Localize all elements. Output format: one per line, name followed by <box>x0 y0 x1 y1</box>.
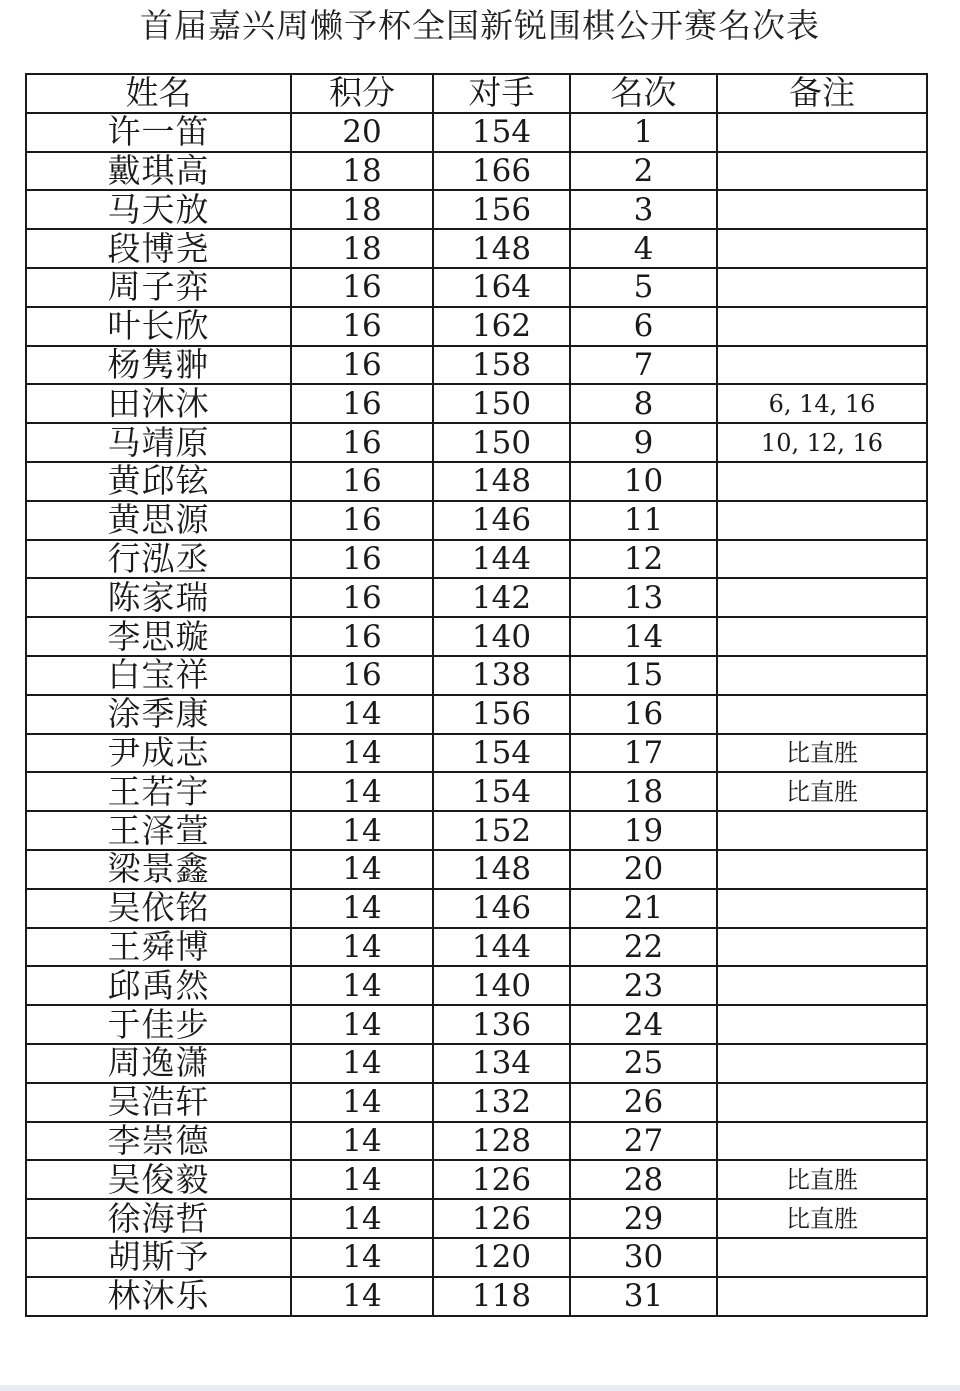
table-row <box>26 889 927 928</box>
cell-note <box>717 695 927 734</box>
cell-note <box>717 850 927 889</box>
cell-score: 14 <box>291 811 433 850</box>
cell-rank: 18 <box>570 772 717 811</box>
cell-score: 14 <box>291 1083 433 1122</box>
cell-rank: 12 <box>570 540 717 579</box>
cell-name: 李思璇 <box>26 617 291 656</box>
cell-note <box>717 966 927 1005</box>
cell-note: 6, 14, 16 <box>717 384 927 423</box>
cell-score: 14 <box>291 889 433 928</box>
header-name: 姓名 <box>26 74 291 113</box>
cell-note <box>717 190 927 229</box>
cell-name: 胡斯予 <box>26 1238 291 1277</box>
cell-rank: 30 <box>570 1238 717 1277</box>
table-row <box>26 811 927 850</box>
cell-rank: 22 <box>570 928 717 967</box>
cell-rank: 19 <box>570 811 717 850</box>
table-row <box>26 307 927 346</box>
cell-name: 吴依铭 <box>26 889 291 928</box>
table-row <box>26 1044 927 1083</box>
cell-score: 16 <box>291 578 433 617</box>
cell-name: 黄邱铉 <box>26 462 291 501</box>
cell-note: 比直胜 <box>717 1160 927 1199</box>
cell-note <box>717 152 927 191</box>
cell-rank: 29 <box>570 1199 717 1238</box>
cell-note <box>717 1277 927 1316</box>
cell-note: 比直胜 <box>717 1199 927 1238</box>
cell-rank: 6 <box>570 307 717 346</box>
cell-rank: 9 <box>570 423 717 462</box>
table-header-row <box>26 74 927 113</box>
cell-opponent: 134 <box>433 1044 570 1083</box>
cell-opponent: 154 <box>433 113 570 152</box>
cell-opponent: 128 <box>433 1122 570 1161</box>
table-row <box>26 1122 927 1161</box>
header-opponent: 对手 <box>433 74 570 113</box>
cell-note <box>717 928 927 967</box>
table-row <box>26 152 927 191</box>
table-row <box>26 1083 927 1122</box>
cell-score: 14 <box>291 928 433 967</box>
table-row <box>26 384 927 423</box>
table-row <box>26 928 927 967</box>
cell-note <box>717 501 927 540</box>
cell-score: 14 <box>291 772 433 811</box>
cell-rank: 25 <box>570 1044 717 1083</box>
cell-opponent: 150 <box>433 384 570 423</box>
cell-name: 尹成志 <box>26 734 291 773</box>
cell-note <box>717 889 927 928</box>
table-row <box>26 1277 927 1316</box>
cell-note <box>717 1238 927 1277</box>
cell-score: 16 <box>291 540 433 579</box>
cell-name: 徐海哲 <box>26 1199 291 1238</box>
cell-opponent: 126 <box>433 1160 570 1199</box>
cell-name: 周逸潇 <box>26 1044 291 1083</box>
table-row <box>26 1199 927 1238</box>
cell-note <box>717 229 927 268</box>
cell-opponent: 166 <box>433 152 570 191</box>
cell-rank: 5 <box>570 268 717 307</box>
table-row <box>26 1005 927 1044</box>
cell-opponent: 140 <box>433 617 570 656</box>
cell-opponent: 132 <box>433 1083 570 1122</box>
bottom-edge <box>0 1385 960 1391</box>
table-row <box>26 423 927 462</box>
cell-name: 吴浩轩 <box>26 1083 291 1122</box>
cell-score: 14 <box>291 850 433 889</box>
cell-opponent: 126 <box>433 1199 570 1238</box>
cell-opponent: 162 <box>433 307 570 346</box>
cell-rank: 23 <box>570 966 717 1005</box>
cell-note <box>717 617 927 656</box>
cell-opponent: 150 <box>433 423 570 462</box>
cell-name: 梁景鑫 <box>26 850 291 889</box>
cell-note <box>717 540 927 579</box>
cell-name: 李崇德 <box>26 1122 291 1161</box>
cell-note <box>717 1044 927 1083</box>
cell-name: 叶长欣 <box>26 307 291 346</box>
cell-name: 段博尧 <box>26 229 291 268</box>
cell-note: 比直胜 <box>717 772 927 811</box>
cell-rank: 13 <box>570 578 717 617</box>
cell-name: 王若宇 <box>26 772 291 811</box>
cell-opponent: 156 <box>433 190 570 229</box>
cell-note: 10, 12, 16 <box>717 423 927 462</box>
cell-opponent: 164 <box>433 268 570 307</box>
cell-rank: 7 <box>570 346 717 385</box>
cell-rank: 24 <box>570 1005 717 1044</box>
cell-score: 16 <box>291 307 433 346</box>
cell-rank: 1 <box>570 113 717 152</box>
table-row <box>26 695 927 734</box>
cell-score: 16 <box>291 501 433 540</box>
cell-score: 14 <box>291 1238 433 1277</box>
cell-score: 16 <box>291 346 433 385</box>
cell-name: 林沐乐 <box>26 1277 291 1316</box>
table-row <box>26 229 927 268</box>
cell-rank: 17 <box>570 734 717 773</box>
cell-rank: 27 <box>570 1122 717 1161</box>
table-row <box>26 268 927 307</box>
cell-name: 于佳步 <box>26 1005 291 1044</box>
cell-opponent: 156 <box>433 695 570 734</box>
cell-rank: 11 <box>570 501 717 540</box>
ranking-table <box>25 73 928 1317</box>
cell-rank: 20 <box>570 850 717 889</box>
table-row <box>26 540 927 579</box>
cell-rank: 8 <box>570 384 717 423</box>
cell-opponent: 158 <box>433 346 570 385</box>
table-row <box>26 578 927 617</box>
cell-score: 14 <box>291 1160 433 1199</box>
cell-score: 14 <box>291 1277 433 1316</box>
cell-name: 白宝祥 <box>26 656 291 695</box>
cell-opponent: 146 <box>433 889 570 928</box>
cell-score: 18 <box>291 152 433 191</box>
cell-rank: 16 <box>570 695 717 734</box>
cell-name: 邱禹然 <box>26 966 291 1005</box>
table-row <box>26 1160 927 1199</box>
table-row <box>26 1238 927 1277</box>
cell-opponent: 120 <box>433 1238 570 1277</box>
cell-score: 14 <box>291 734 433 773</box>
cell-opponent: 118 <box>433 1277 570 1316</box>
table-row <box>26 772 927 811</box>
cell-rank: 31 <box>570 1277 717 1316</box>
cell-opponent: 148 <box>433 229 570 268</box>
cell-score: 20 <box>291 113 433 152</box>
cell-rank: 15 <box>570 656 717 695</box>
cell-score: 16 <box>291 423 433 462</box>
cell-note <box>717 1005 927 1044</box>
cell-opponent: 154 <box>433 734 570 773</box>
cell-opponent: 152 <box>433 811 570 850</box>
cell-opponent: 144 <box>433 928 570 967</box>
header-note: 备注 <box>717 74 927 113</box>
cell-name: 吴俊毅 <box>26 1160 291 1199</box>
ranking-table-container <box>25 73 926 1317</box>
cell-note <box>717 578 927 617</box>
table-row <box>26 501 927 540</box>
cell-opponent: 140 <box>433 966 570 1005</box>
table-body <box>26 113 927 1316</box>
cell-score: 18 <box>291 190 433 229</box>
cell-rank: 26 <box>570 1083 717 1122</box>
cell-rank: 21 <box>570 889 717 928</box>
cell-score: 16 <box>291 656 433 695</box>
cell-name: 涂季康 <box>26 695 291 734</box>
cell-name: 周子弈 <box>26 268 291 307</box>
table-row <box>26 462 927 501</box>
cell-note <box>717 1083 927 1122</box>
table-row <box>26 850 927 889</box>
cell-note <box>717 113 927 152</box>
table-row <box>26 617 927 656</box>
cell-note: 比直胜 <box>717 734 927 773</box>
cell-score: 14 <box>291 695 433 734</box>
cell-score: 18 <box>291 229 433 268</box>
cell-name: 田沐沐 <box>26 384 291 423</box>
cell-name: 马天放 <box>26 190 291 229</box>
cell-note <box>717 307 927 346</box>
cell-opponent: 142 <box>433 578 570 617</box>
cell-opponent: 154 <box>433 772 570 811</box>
cell-name: 王泽萱 <box>26 811 291 850</box>
cell-note <box>717 811 927 850</box>
cell-name: 马靖原 <box>26 423 291 462</box>
header-rank: 名次 <box>570 74 717 113</box>
cell-opponent: 136 <box>433 1005 570 1044</box>
table-row <box>26 734 927 773</box>
cell-score: 16 <box>291 384 433 423</box>
cell-note <box>717 1122 927 1161</box>
table-row <box>26 966 927 1005</box>
cell-score: 14 <box>291 1044 433 1083</box>
cell-opponent: 146 <box>433 501 570 540</box>
cell-rank: 2 <box>570 152 717 191</box>
cell-name: 王舜博 <box>26 928 291 967</box>
cell-score: 16 <box>291 268 433 307</box>
cell-rank: 14 <box>570 617 717 656</box>
cell-score: 16 <box>291 617 433 656</box>
cell-name: 陈家瑞 <box>26 578 291 617</box>
cell-opponent: 144 <box>433 540 570 579</box>
cell-name: 黄思源 <box>26 501 291 540</box>
cell-score: 14 <box>291 966 433 1005</box>
cell-score: 14 <box>291 1005 433 1044</box>
table-row <box>26 346 927 385</box>
table-row <box>26 656 927 695</box>
cell-note <box>717 656 927 695</box>
table-row <box>26 190 927 229</box>
cell-opponent: 148 <box>433 850 570 889</box>
cell-rank: 28 <box>570 1160 717 1199</box>
document-title: 首届嘉兴周懒予杯全国新锐围棋公开赛名次表 <box>140 6 820 45</box>
cell-name: 杨隽翀 <box>26 346 291 385</box>
header-score: 积分 <box>291 74 433 113</box>
cell-opponent: 138 <box>433 656 570 695</box>
table-row <box>26 113 927 152</box>
cell-rank: 3 <box>570 190 717 229</box>
cell-rank: 10 <box>570 462 717 501</box>
cell-note <box>717 268 927 307</box>
cell-score: 14 <box>291 1122 433 1161</box>
cell-score: 16 <box>291 462 433 501</box>
cell-opponent: 148 <box>433 462 570 501</box>
cell-name: 行泓丞 <box>26 540 291 579</box>
cell-name: 戴琪高 <box>26 152 291 191</box>
cell-name: 许一笛 <box>26 113 291 152</box>
cell-note <box>717 346 927 385</box>
cell-score: 14 <box>291 1199 433 1238</box>
cell-note <box>717 462 927 501</box>
cell-rank: 4 <box>570 229 717 268</box>
